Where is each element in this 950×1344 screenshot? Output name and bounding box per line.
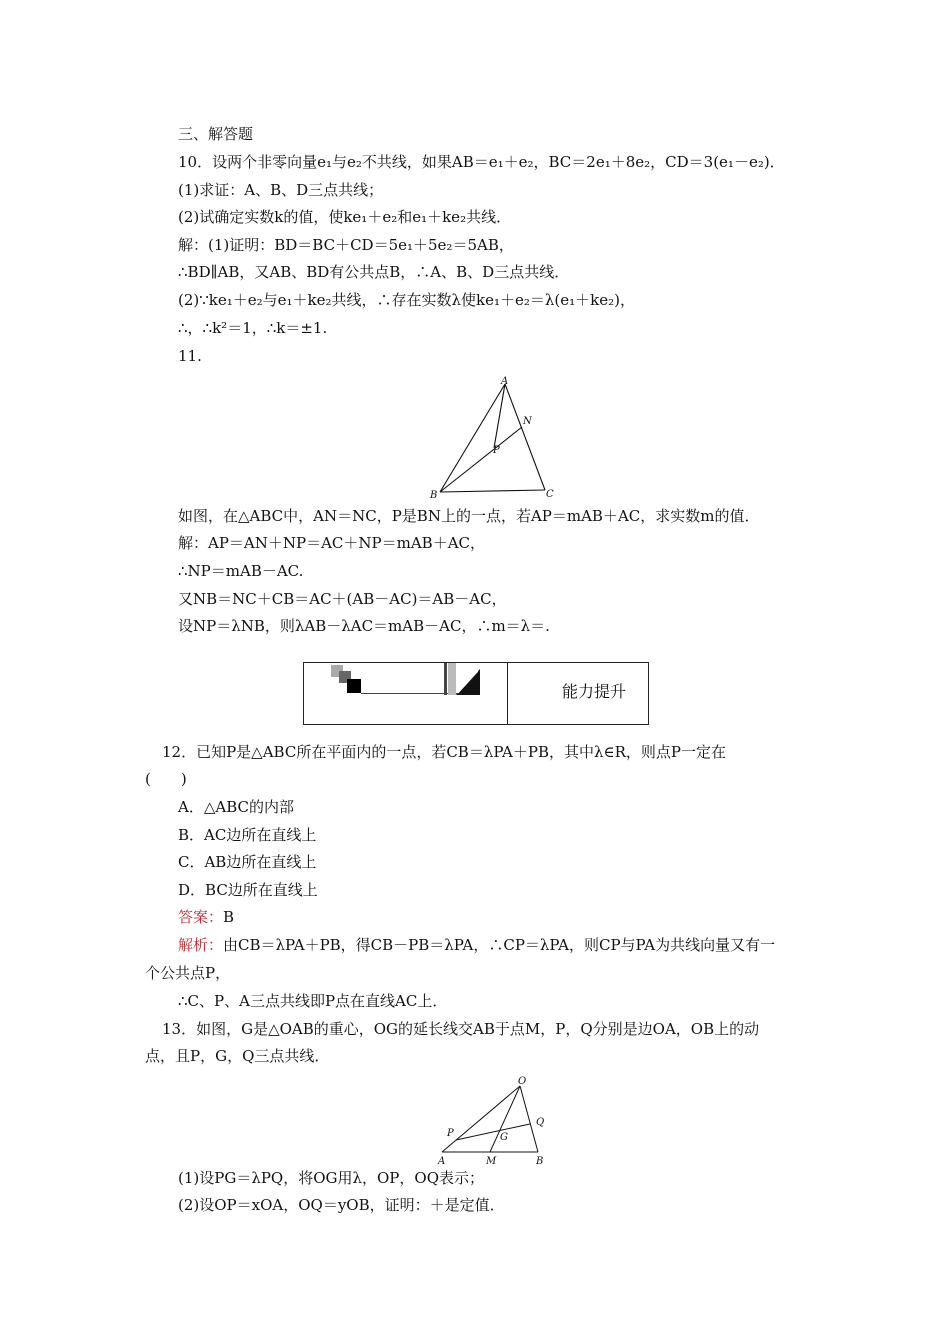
segment-pq — [456, 1124, 530, 1140]
analysis-text-1: 由CB＝λPA＋PB，得CB－PB＝λPA，∴CP＝λPA，则CP与PA为共线向量又有一 — [223, 936, 776, 954]
segment-bn — [440, 427, 522, 492]
q12-stem-line2: ( ) — [145, 770, 187, 788]
section-banner — [303, 662, 649, 725]
q12-option-b: B．AC边所在直线上 — [178, 826, 317, 844]
q10-stem: 10．设两个非零向量e₁与e₂不共线，如果AB＝e₁＋e₂，BC＝2e₁＋8e₂，CD＝3(e₁－e₂)． — [178, 153, 785, 171]
q11-number: 11. — [178, 347, 202, 365]
q10-part2: (2)试确定实数k的值，使ke₁＋e₂和e₁＋ke₂共线． — [178, 208, 512, 226]
q10-part1: (1)求证：A、B、D三点共线； — [178, 181, 384, 199]
banner-pixel-decoration — [331, 665, 411, 695]
label-c: C — [546, 489, 554, 500]
analysis-label: 解析： — [178, 936, 224, 954]
label-b: B — [430, 490, 438, 501]
label-o: O — [518, 1076, 527, 1087]
answer-value: B — [223, 908, 235, 926]
q11-stem: 如图，在△ABC中，AN＝NC，P是BN上的一点，若AP＝mAB＋AC，求实数m的值． — [178, 507, 760, 525]
q13-part2: (2)设OP＝xOA，OQ＝yOB，证明：＋是定值． — [178, 1196, 505, 1214]
label-g: G — [500, 1132, 508, 1143]
q10-solution-2: ∴BD∥AB，又AB、BD有公共点B，∴A、B、D三点共线． — [178, 263, 570, 281]
q10-solution-1: 解：(1)证明：BD＝BC＋CD＝5e₁＋5e₂＝5AB， — [178, 236, 514, 254]
q11-solution-4: 设NP＝λNB，则λAB－λAC＝mAB－AC，∴m＝λ＝. — [178, 617, 550, 635]
label-p: P — [447, 1128, 454, 1139]
section-title: 三、解答题 — [178, 125, 254, 143]
label-b: B — [536, 1156, 544, 1167]
q12-analysis-line2: 个公共点P， — [145, 964, 231, 982]
label-p: P — [493, 445, 500, 456]
q12-option-d: D．BC边所在直线上 — [178, 881, 318, 899]
segment-bc — [440, 490, 545, 492]
segment-oa — [442, 1086, 520, 1152]
q12-answer — [178, 907, 234, 927]
label-m: M — [486, 1156, 497, 1167]
banner-corner-decoration — [444, 663, 482, 695]
answer-label: 答案： — [178, 908, 224, 926]
q13-triangle-figure — [432, 1072, 560, 1168]
q12-analysis-line1 — [178, 935, 775, 955]
label-a: A — [501, 376, 509, 387]
banner-divider — [507, 663, 508, 724]
q11-solution-2: ∴NP＝mAB－AC. — [178, 562, 304, 580]
q12-analysis-line3: ∴C、P、A三点共线即P点在直线AC上． — [178, 992, 448, 1010]
q11-triangle-figure — [420, 372, 570, 504]
q11-solution-1: 解：AP＝AN＋NP＝AC＋NP＝mAB＋AC， — [178, 534, 486, 552]
label-a: A — [438, 1156, 446, 1167]
label-n: N — [523, 416, 532, 427]
q12-option-c: C．AB边所在直线上 — [178, 853, 317, 871]
q13-stem-line2: 点，且P，G，Q三点共线． — [145, 1047, 330, 1065]
q10-solution-4: ∴，∴k²＝1，∴k＝±1. — [178, 319, 328, 337]
q10-solution-3: (2)∵ke₁＋e₂与e₁＋ke₂共线，∴存在实数λ使ke₁＋e₂＝λ(e₁＋ke₂)， — [178, 291, 635, 309]
label-q: Q — [536, 1117, 545, 1128]
segment-ac — [505, 384, 545, 490]
q11-solution-3: 又NB＝NC＋CB＝AC＋(AB－AC)＝AB－AC， — [178, 590, 507, 608]
q13-stem-line1: 13．如图，G是△OAB的重心，OG的延长线交AB于点M，P，Q分别是边OA，OB上的动 — [162, 1020, 760, 1038]
q13-part1: (1)设PG＝λPQ，将OG用λ，OP，OQ表示； — [178, 1169, 484, 1187]
banner-label: 能力提升 — [562, 682, 627, 701]
q12-stem-line1: 12．已知P是△ABC所在平面内的一点，若CB＝λPA＋PB，其中λ∈R，则点P一定在 — [162, 743, 726, 761]
q12-option-a: A．△ABC的内部 — [178, 798, 294, 816]
